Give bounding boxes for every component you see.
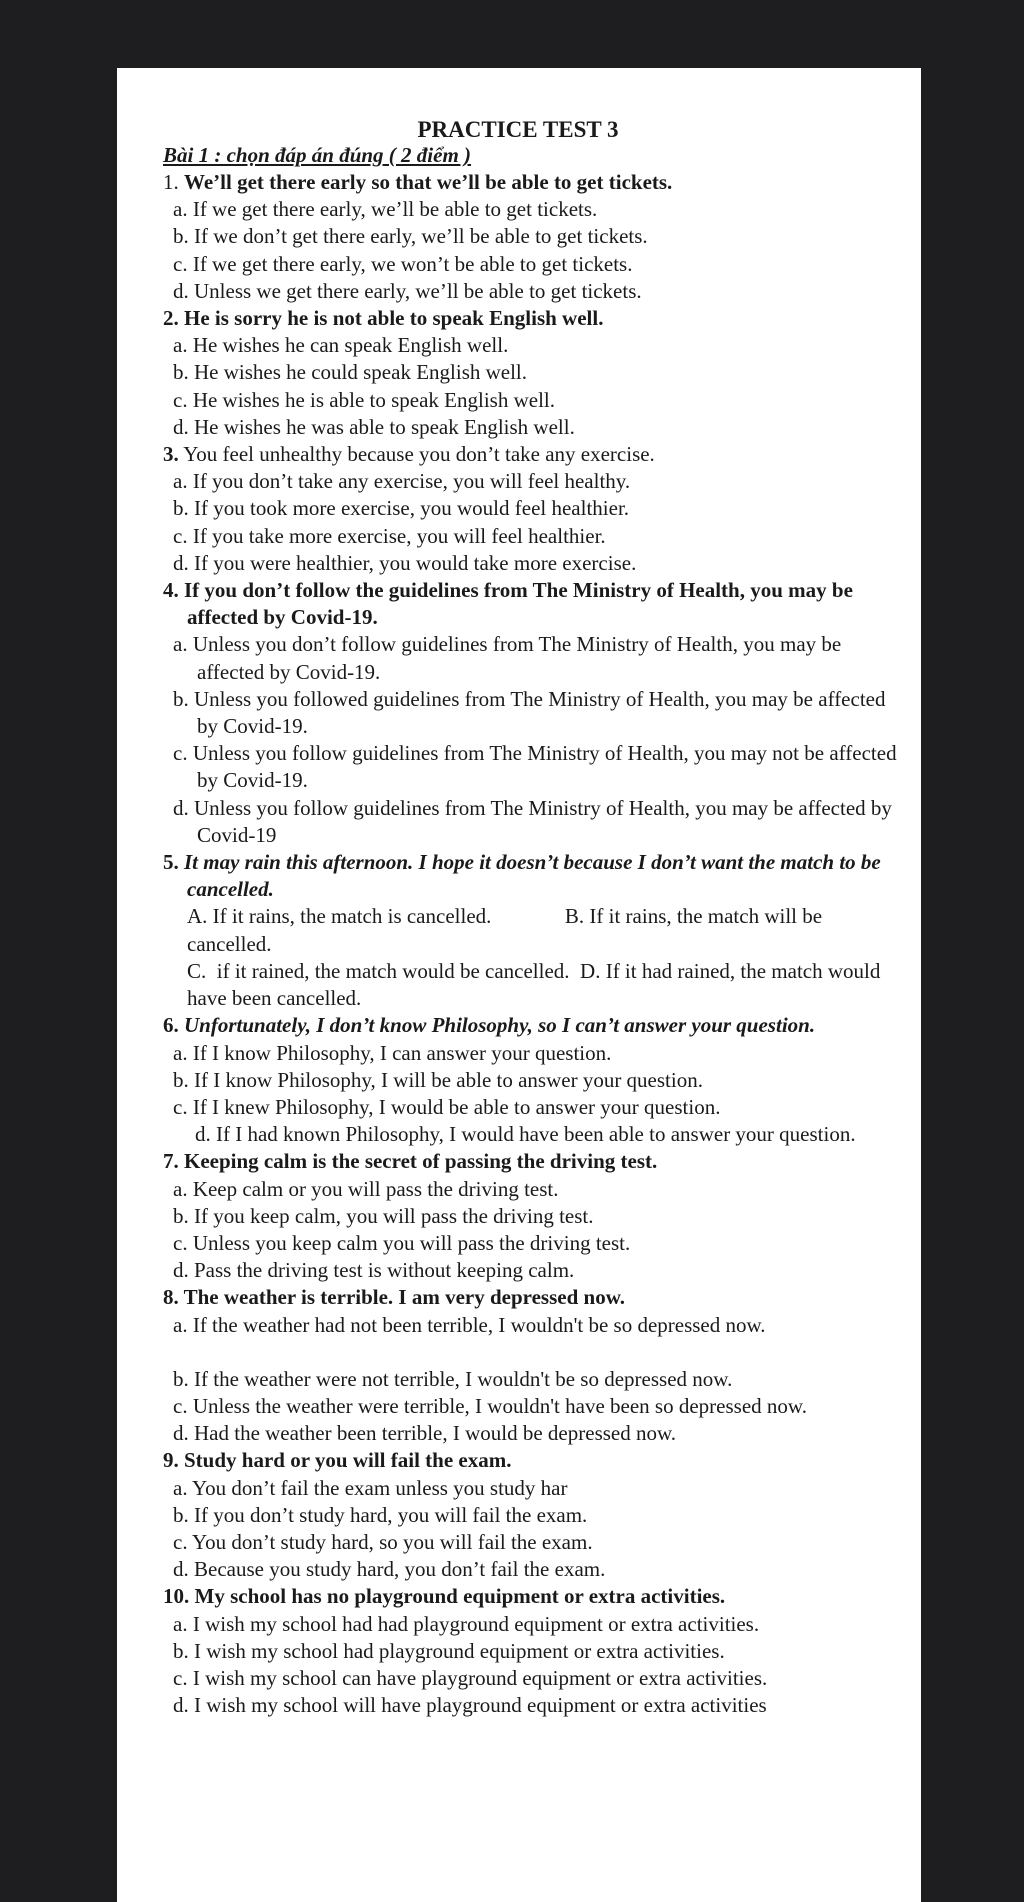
option-d: d. Had the weather been terrible, I would be depressed now. <box>173 1421 677 1446</box>
question-text: It may rain this afternoon. I hope it doesn’t because I don’t want the match to be cancelled. <box>184 850 881 902</box>
option-list <box>163 196 903 305</box>
question-stem <box>163 1012 903 1039</box>
option-b: b. If you keep calm, you will pass the driving test. <box>173 1203 594 1228</box>
option-a: a. I wish my school had had playground equipment or extra activities. <box>173 1611 760 1636</box>
option-b: b. He wishes he could speak English well. <box>173 360 528 385</box>
question-number: 6. <box>163 1013 179 1038</box>
option-c: c. Unless you follow guidelines from The Ministry of Health, you may not be affected by Covid-19. <box>173 741 897 793</box>
options-c-d: C. if it rained, the match would be cancelled. D. If it had rained, the match would have been cancelled. <box>187 958 886 1011</box>
option-d: d. If you were healthier, you would take more exercise. <box>173 550 637 575</box>
question-text: He is sorry he is not able to speak English well. <box>184 306 604 331</box>
option-d: d. He wishes he was able to speak English well. <box>173 414 575 439</box>
question-5 <box>163 849 903 1012</box>
question-number: 9. <box>163 1448 179 1473</box>
option-a: a. Unless you don’t follow guidelines from The Ministry of Health, you may be affected by Covid-19. <box>173 632 842 684</box>
option-a: a. If you don’t take any exercise, you will feel healthy. <box>173 469 631 494</box>
question-text: My school has no playground equipment or extra activities. <box>194 1584 726 1609</box>
question-8 <box>163 1284 903 1447</box>
question-10 <box>163 1583 903 1719</box>
question-stem <box>163 305 903 332</box>
option-b: b. I wish my school had playground equipment or extra activities. <box>173 1638 725 1663</box>
option-b: b. If you don’t study hard, you will fail the exam. <box>173 1502 588 1527</box>
page-title: PRACTICE TEST 3 <box>417 117 619 142</box>
question-text: Study hard or you will fail the exam. <box>184 1448 512 1473</box>
option-b: b. If I know Philosophy, I will be able to answer your question. <box>173 1067 703 1092</box>
question-stem <box>163 577 903 631</box>
option-a: a. If we get there early, we’ll be able to get tickets. <box>173 197 598 222</box>
question-stem <box>163 1583 903 1610</box>
option-list <box>163 1312 903 1448</box>
option-list <box>163 1475 903 1584</box>
question-number: 10. <box>163 1584 190 1609</box>
question-stem <box>163 169 903 196</box>
option-list <box>163 332 903 441</box>
option-list <box>163 631 903 849</box>
option-d: d. Unless we get there early, we’ll be able to get tickets. <box>173 278 642 303</box>
question-stem <box>163 1284 903 1311</box>
option-b: b. Unless you followed guidelines from The Ministry of Health, you may be affected by Covid-19. <box>173 686 886 739</box>
question-text: We’ll get there early so that we’ll be able to get tickets. <box>184 170 673 194</box>
question-7 <box>163 1148 903 1284</box>
question-9 <box>163 1447 903 1583</box>
option-c: c. He wishes he is able to speak English well. <box>173 387 555 412</box>
question-2 <box>163 305 903 441</box>
option-d: d. I wish my school will have playground equipment or extra activities <box>173 1693 767 1718</box>
question-stem <box>163 849 903 903</box>
option-b: b. If we don’t get there early, we’ll be able to get tickets. <box>173 224 648 249</box>
question-4 <box>163 577 903 849</box>
option-d: d. Because you study hard, you don’t fail the exam. <box>173 1557 606 1582</box>
question-text: You feel unhealthy because you don’t take any exercise. <box>183 442 655 467</box>
question-stem <box>163 441 903 468</box>
question-text: If you don’t follow the guidelines from The Ministry of Health, you may be affected by Covid-19. <box>184 578 853 630</box>
question-3 <box>163 441 903 577</box>
option-a: a. You don’t fail the exam unless you study har <box>173 1475 568 1500</box>
option-c: c. I wish my school can have playground equipment or extra activities. <box>173 1665 768 1690</box>
option-c: c. If I knew Philosophy, I would be able to answer your question. <box>173 1094 721 1119</box>
question-stem <box>163 1148 903 1175</box>
question-number: 5. <box>163 850 179 875</box>
document-page <box>117 68 921 1902</box>
option-b: b. If you took more exercise, you would feel healthier. <box>173 496 630 521</box>
question-number: 3. <box>163 442 179 467</box>
option-d: d. Unless you follow guidelines from The Ministry of Health, you may be affected by Covid-19 <box>173 795 892 847</box>
question-number: 7. <box>163 1149 179 1174</box>
option-c: c. Unless the weather were terrible, I wouldn't have been so depressed now. <box>173 1393 807 1418</box>
question-number: 1. <box>163 170 179 194</box>
question-text: Unfortunately, I don’t know Philosophy, so I can’t answer your question. <box>184 1013 816 1038</box>
option-list <box>163 1176 903 1285</box>
option-d: d. If I had known Philosophy, I would have been able to answer your question. <box>195 1122 856 1147</box>
option-d: d. Pass the driving test is without keeping calm. <box>173 1258 575 1283</box>
question-number: 8. <box>163 1285 179 1310</box>
option-c: c. You don’t study hard, so you will fail the exam. <box>173 1529 593 1554</box>
options-a-b: A. If it rains, the match is cancelled. B. If it rains, the match will be cancelled. <box>187 904 828 956</box>
option-a: a. If the weather had not been terrible, I wouldn't be so depressed now. <box>173 1312 766 1337</box>
question-number: 2. <box>163 306 179 331</box>
option-list <box>163 1040 903 1149</box>
option-c: c. If you take more exercise, you will feel healthier. <box>173 523 606 548</box>
option-a: a. Keep calm or you will pass the driving test. <box>173 1176 559 1201</box>
section-heading: Bài 1 : chọn đáp án đúng ( 2 điểm ) <box>163 143 472 167</box>
option-list <box>163 468 903 577</box>
question-6 <box>163 1012 903 1148</box>
question-1 <box>163 169 903 305</box>
question-number: 4. <box>163 578 179 603</box>
option-c: c. Unless you keep calm you will pass the driving test. <box>173 1230 631 1255</box>
option-a: a. He wishes he can speak English well. <box>173 333 509 358</box>
option-list <box>163 1611 903 1720</box>
question-stem <box>163 1447 903 1474</box>
option-a: a. If I know Philosophy, I can answer your question. <box>173 1040 612 1065</box>
question-text: Keeping calm is the secret of passing the driving test. <box>184 1149 658 1174</box>
option-b: b. If the weather were not terrible, I wouldn't be so depressed now. <box>173 1366 733 1391</box>
question-text: The weather is terrible. I am very depressed now. <box>183 1285 625 1310</box>
option-c: c. If we get there early, we won’t be able to get tickets. <box>173 251 633 276</box>
